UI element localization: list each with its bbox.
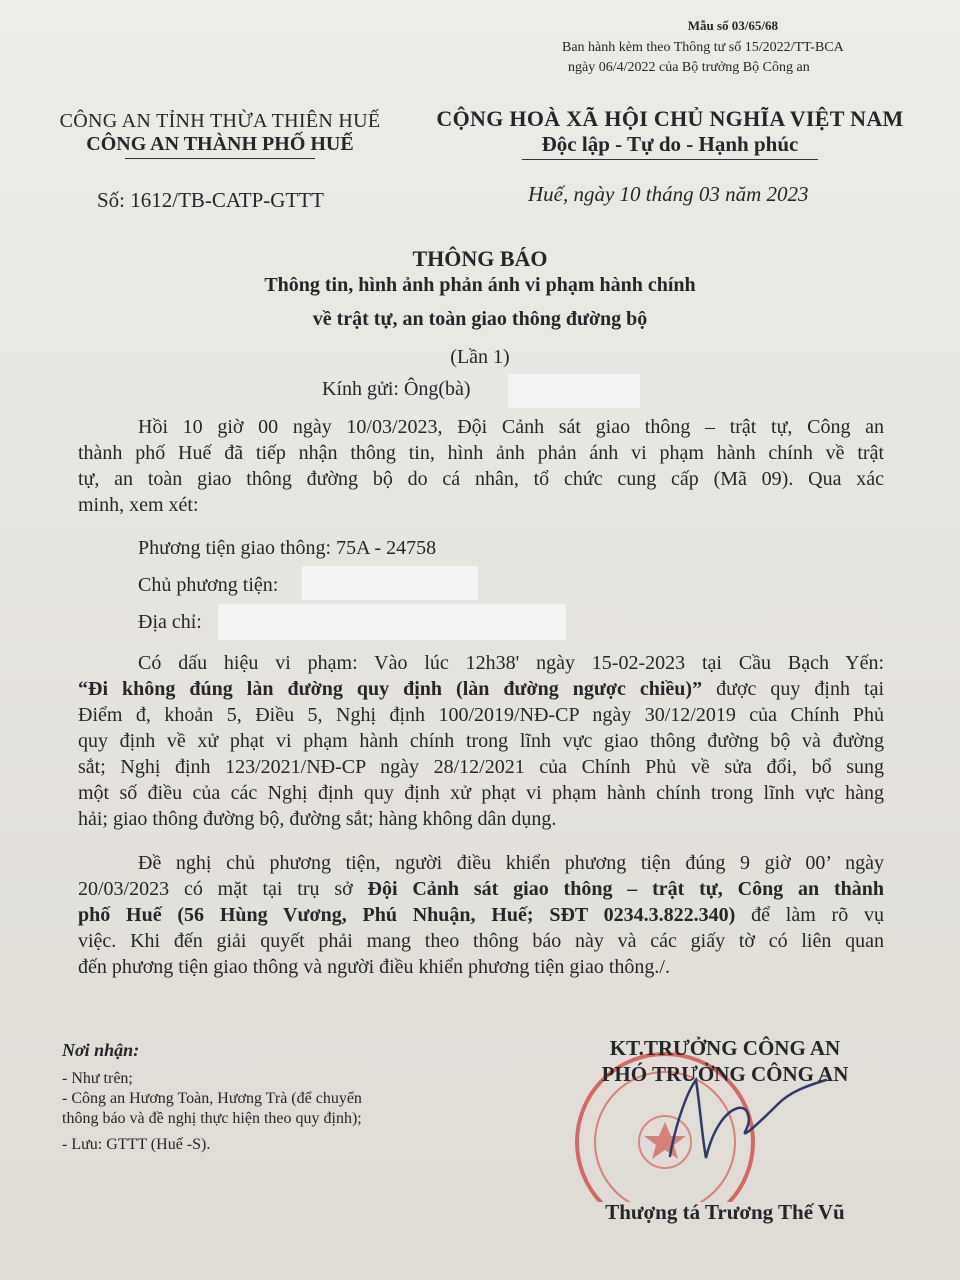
signer-name: Thượng tá Trương Thế Vũ: [605, 1200, 845, 1224]
request-text: 20/03/2023 có mặt tại trụ sở: [78, 878, 368, 900]
violation-line: hải; giao thông đường bộ, đường sắt; hàng không dân dụng.: [78, 808, 557, 830]
motto-underline: [522, 159, 818, 160]
redacted-owner: [302, 566, 478, 600]
request-text: để làm rõ vụ: [735, 904, 884, 926]
recipient-item: - Lưu: GTTT (Huế -S).: [62, 1136, 211, 1153]
circular-line-1: Ban hành kèm theo Thông tư số 15/2022/TT-BCA: [562, 40, 844, 55]
agency-underline: [125, 158, 315, 159]
request-paragraph: [78, 850, 884, 980]
request-office-address: phố Huế (56 Hùng Vương, Phú Nhuận, Huế; SĐT 0234.3.822.340): [78, 904, 736, 926]
issuing-agency: [40, 110, 400, 159]
salutation: Kính gửi: Ông(bà): [322, 378, 471, 400]
violation-description: “Đi không đúng làn đường quy định (làn đường ngược chiều)”: [78, 678, 703, 700]
redacted-address: [218, 604, 566, 640]
date-line: Huế, ngày 10 tháng 03 năm 2023: [528, 182, 809, 206]
owner-label: Chủ phương tiện:: [138, 574, 279, 596]
agency-name: CÔNG AN THÀNH PHỐ HUẾ: [86, 133, 354, 155]
signatory-title-2: PHÓ TRƯỞNG CÔNG AN: [601, 1062, 849, 1086]
request-office: Đội Cảnh sát giao thông – trật tự, Công an thành: [367, 878, 884, 900]
document-subtitle-2: về trật tự, an toàn giao thông đường bộ: [312, 308, 648, 330]
intro-line: minh, xem xét:: [78, 494, 199, 516]
recipient-item: - Như trên;: [62, 1070, 133, 1087]
request-line: [78, 902, 884, 928]
handwritten-signature: [640, 1060, 840, 1170]
national-motto: Độc lập - Tự do - Hạnh phúc: [541, 132, 799, 156]
request-line: Đề nghị chủ phương tiện, người điều khiển phương tiện đúng 9 giờ 00’ ngày: [138, 852, 884, 874]
redacted-recipient-name: [508, 374, 640, 408]
violation-paragraph: [78, 650, 884, 832]
intro-line: tự, an toàn giao thông đường bộ do cá nhân, tổ chức cung cấp (Mã 09). Qua xác: [78, 468, 884, 490]
violation-line: Điểm đ, khoản 5, Điều 5, Nghị định 100/2019/NĐ-CP ngày 30/12/2019 của Chính Phủ: [78, 704, 884, 726]
intro-paragraph: [78, 414, 884, 518]
violation-line: Có dấu hiệu vi phạm: Vào lúc 12h38' ngày 15-02-2023 tại Cầu Bạch Yến:: [138, 652, 884, 674]
circular-reference: [562, 38, 902, 78]
request-line: việc. Khi đến giải quyết phải mang theo thông báo này và các giấy tờ có liên quan: [78, 930, 884, 952]
agency-parent: CÔNG AN TỈNH THỪA THIÊN HUẾ: [59, 110, 381, 132]
recipient-item: thông báo và đề nghị thực hiện theo quy định);: [62, 1110, 362, 1127]
intro-line: Hồi 10 giờ 00 ngày 10/03/2023, Đội Cảnh sát giao thông – trật tự, Công an: [138, 416, 884, 438]
document-title: THÔNG BÁO: [412, 246, 548, 271]
signatory-title-1: KT.TRƯỞNG CÔNG AN: [609, 1036, 841, 1060]
document-subtitle-1: Thông tin, hình ảnh phản ánh vi phạm hành chính: [264, 274, 696, 296]
violation-line: [78, 676, 884, 702]
violation-text: được quy định tại: [702, 678, 884, 700]
republic-name: CỘNG HOÀ XÃ HỘI CHỦ NGHĨA VIỆT NAM: [436, 106, 904, 131]
circular-line-2: ngày 06/4/2022 của Bộ trưởng Bộ Công an: [568, 60, 810, 75]
request-line: [78, 876, 884, 902]
notice-count: (Lần 1): [450, 346, 510, 368]
violation-line: quy định về xử phạt vi phạm hành chính trong lĩnh vực giao thông đường bộ và đường: [78, 730, 884, 752]
intro-line: thành phố Huế đã tiếp nhận thông tin, hình ảnh phản ánh vi phạm hành chính về trật: [78, 442, 884, 464]
address-label: Địa chỉ:: [138, 611, 202, 633]
document-number: Số: 1612/TB-CATP-GTTT: [97, 188, 324, 212]
form-number: Mẫu số 03/65/68: [687, 18, 778, 33]
violation-line: một số điều của các Nghị định quy định xử phạt vi phạm hành chính trong lĩnh vực hàng: [78, 782, 884, 804]
recipients-heading: Nơi nhận:: [62, 1040, 140, 1060]
request-line: đến phương tiện giao thông và người điều khiển phương tiện giao thông./.: [78, 956, 670, 978]
national-header: [430, 106, 910, 160]
vehicle-plate: Phương tiện giao thông: 75A - 24758: [138, 537, 437, 559]
violation-line: sắt; Nghị định 123/2021/NĐ-CP ngày 28/12/2021 của Chính Phủ về sửa đổi, bổ sung: [78, 756, 884, 778]
recipient-item: - Công an Hương Toàn, Hương Trà (để chuyển: [62, 1090, 362, 1107]
